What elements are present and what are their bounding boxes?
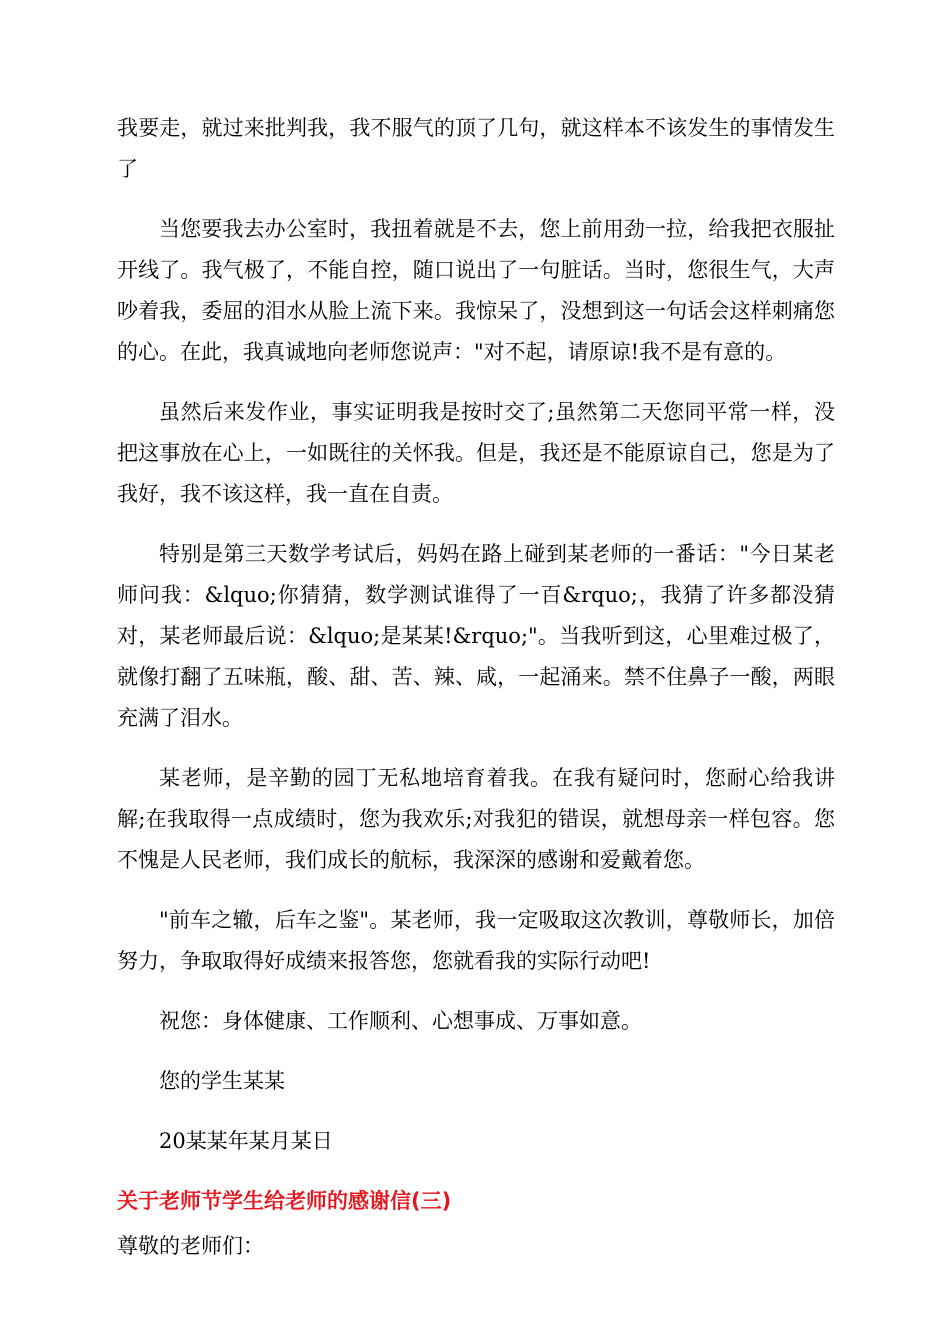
date-line: 20某某年某月某日 [159,1129,333,1153]
paragraph-6: "前车之辙，后车之鉴"。某老师，我一定吸取这次教训，尊敬师长，加倍努力，争取取得好成绩来报答您，您就看我的实际行动吧! [117,908,835,973]
paragraph-5: 某老师，是辛勤的园丁无私地培育着我。在我有疑问时，您耐心给我讲解;在我取得一点成绩时，您为我欢乐;对我犯的错误，就想母亲一样包容。您不愧是人民老师，我们成长的航标，我深深的感谢和爱戴着您。 [117,766,835,872]
paragraph-3: 虽然后来发作业，事实证明我是按时交了;虽然第二天您同平常一样，没把这事放在心上，一如既往的关怀我。但是，我还是不能原谅自己，您是为了我好，我不该这样，我一直在自责。 [117,400,835,506]
closing-wish: 祝您：身体健康、工作顺利、心想事成、万事如意。 [159,1009,642,1033]
salutation: 尊敬的老师们： [117,1234,264,1258]
document-body [117,108,835,1267]
section-heading: 关于老师节学生给老师的感谢信(三) [117,1189,452,1213]
paragraph-2: 当您要我去办公室时，我扭着就是不去，您上前用劲一拉，给我把衣服扯开线了。我气极了，不能自控，随口说出了一句脏话。当时，您很生气，大声吵着我，委屈的泪水从脸上流下来。我惊呆了，没想到这一句话会这样刺痛您的心。在此，我真诚地向老师您说声："对不起，请原谅!我不是有意的。 [117,217,835,364]
paragraph-1: 我要走，就过来批判我，我不服气的顶了几句，就这样本不该发生的事情发生了 [117,116,835,181]
signature: 您的学生某某 [159,1069,285,1093]
paragraph-4: 特别是第三天数学考试后，妈妈在路上碰到某老师的一番话："今日某老师问我：&lquo;你猜猜，数学测试谁得了一百&rquo;，我猜了许多都没猜对，某老师最后说：&lquo;是某某!&rquo;"。当我听到这，心里难过极了，就像打翻了五味瓶，酸、甜、苦、辣、咸，一起涌来。禁不住鼻子一酸，两眼充满了泪水。 [117,542,835,730]
